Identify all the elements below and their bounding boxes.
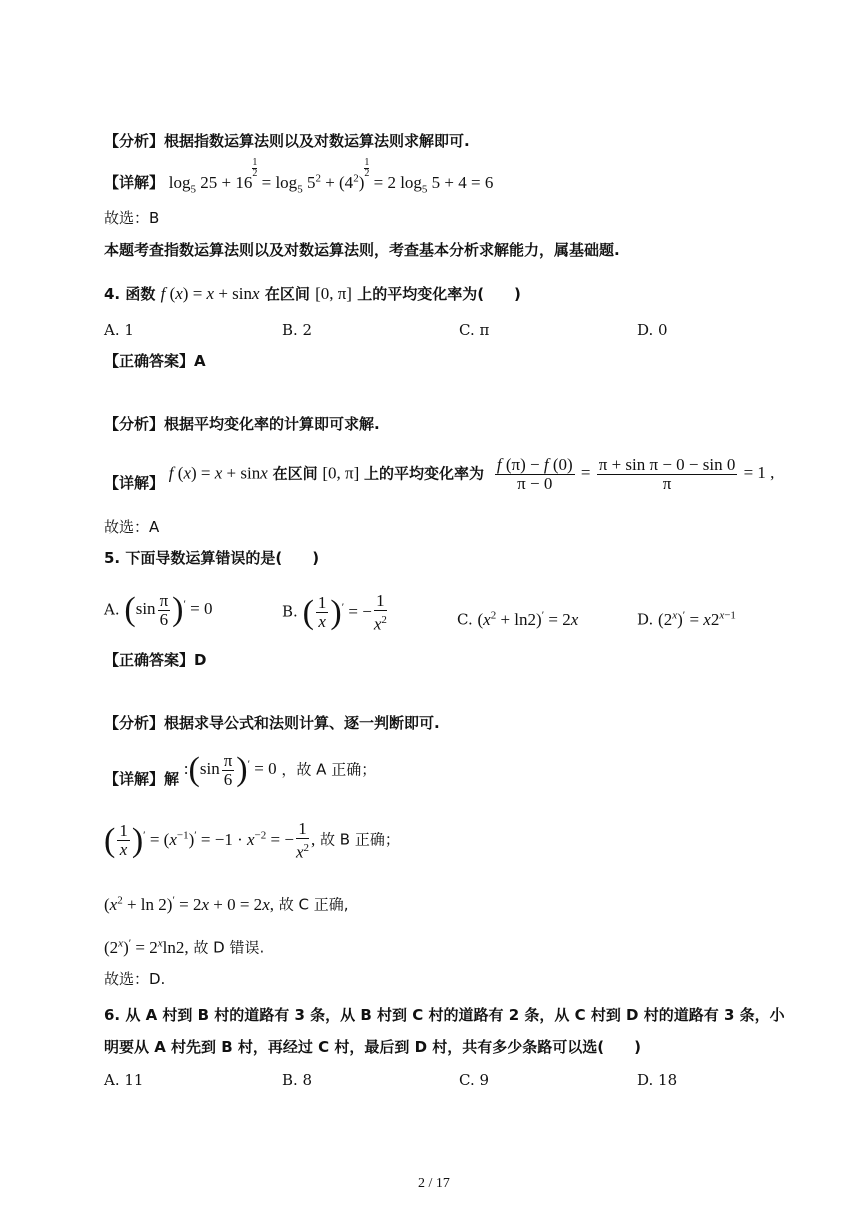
q5-option-d: [637, 605, 736, 630]
q5-detail-b-tail: 故 B 正确；: [320, 830, 400, 849]
q6-option-a: A. 11: [104, 1071, 144, 1089]
q4-function: f (x) = x + sinx: [160, 284, 260, 303]
q5-option-d-formula: $(2^x)' = x2^{x-1}$: [658, 609, 736, 629]
q4-detail-interval: [0, π]: [322, 463, 360, 483]
q4-answer: 故选：A: [104, 518, 160, 536]
q4-option-c: C. π: [459, 321, 490, 339]
q4-detail-label: 【详解】: [104, 474, 165, 492]
q5-option-d-label: D.: [637, 610, 654, 629]
q5-option-c: [457, 605, 578, 630]
q3-answer: 故选：B: [104, 209, 160, 227]
q5-detail-d-tail: 故 D 错误.: [193, 938, 265, 957]
q5-option-a-formula: (sin $\frac{\pi}{6}$ )′ = 0: [124, 591, 213, 629]
q6-stem-line1: 6. 从 A 村到 B 村的道路有 3 条，从 B 村到 C 村的道路有 2 条，从 C 村到 D 村的道路有 3 条，小: [104, 1006, 785, 1024]
q5-detail-a-tail: ，故 A 正确；: [281, 760, 377, 779]
q5-correct-answer: 【正确答案】D: [104, 651, 207, 669]
q4-option-d: D. 0: [637, 321, 668, 339]
q6-option-c: C. 9: [459, 1071, 490, 1089]
q5-stem: 5. 下面导数运算错误的是( ): [104, 549, 320, 567]
q4-detail-suffix: 上的平均变化率为: [364, 464, 485, 483]
q4-detail-formula: $\frac{f (\pi) - f (0)}{\pi - 0}$ = $\frac{\text{π + sin π − 0 − sin 0}}{\pi}$ = 1 ,: [496, 455, 775, 493]
q5-detail-d-formula: $(2^x)' = 2^x\ln 2$,: [104, 937, 189, 957]
q4-detail-function: f (x) = x + sinx: [168, 463, 268, 483]
page-number: 2 / 17: [418, 1176, 450, 1191]
q5-detail-a-formula: :(sin $\frac{\pi}{6}$ )′ = 0: [183, 751, 277, 789]
q3-detail-line: [104, 157, 494, 199]
q5-analysis: 【分析】根据求导公式和法则计算、逐一判断即可.: [104, 714, 440, 732]
q3-comment: 本题考查指数运算法则以及对数运算法则，考查基本分析求解能力，属基础题.: [104, 241, 620, 259]
q3-detail-formula: $\log_5 25 + 16$ 1 $2 = \log_5 5^2 + (4^2)$ 1 2 = 2 $\log_5 5 + 4 = 6$: [168, 157, 494, 196]
q5-answer: 故选：D.: [104, 970, 166, 988]
q3-detail-label: 【详解】: [104, 173, 165, 192]
q5-option-b-label: B.: [282, 602, 298, 621]
q6-option-b: B. 8: [282, 1071, 313, 1089]
q5-detail-c-tail: 故 C 正确,: [278, 895, 349, 914]
q6-option-d: D. 18: [637, 1071, 678, 1089]
q5-option-c-formula: $(x^2 + \ln 2)' = 2x$: [477, 609, 579, 629]
q5-option-c-label: C.: [457, 610, 473, 629]
q4-analysis: 【分析】根据平均变化率的计算即可求解.: [104, 415, 380, 433]
q5-option-a: [104, 592, 212, 629]
q5-detail-a: [104, 752, 376, 789]
q5-detail-c: [104, 890, 349, 915]
q5-detail-b-formula: ( $\frac{1}{x}$ )$' = (x^{-1})' = -1 \cdot x^{-2}$ = − $\frac{1}{x^2}$ ,: [104, 819, 316, 862]
q4-stem: [104, 284, 521, 304]
q4-option-a: A. 1: [104, 321, 134, 339]
q5-detail-b: [104, 820, 400, 862]
q4-stem-mid: 在区间: [264, 285, 310, 303]
q5-option-b-formula: ( $\frac{1}{x}$ )′ = − $\frac{1}{x^2}$: [302, 591, 387, 634]
q4-stem-suffix: 上的平均变化率为( ): [357, 285, 521, 303]
q5-option-b: [282, 592, 389, 634]
q5-detail-d: [104, 933, 264, 958]
q3-analysis: 【分析】根据指数运算法则以及对数运算法则求解即可.: [104, 132, 470, 150]
q4-correct-answer: 【正确答案】A: [104, 352, 206, 370]
q4-detail-mid: 在区间: [272, 464, 318, 483]
q5-detail-label: 【详解】解: [104, 770, 180, 788]
q4-option-b: B. 2: [282, 321, 313, 339]
q6-stem-line2: 明要从 A 村先到 B 村，再经过 C 村，最后到 D 村，共有多少条路可以选( ): [104, 1038, 641, 1056]
q4-stem-prefix: 4. 函数: [104, 285, 156, 303]
q4-detail-line: [104, 456, 774, 504]
q5-option-a-label: A.: [104, 600, 120, 619]
q4-interval: [0, π]: [315, 284, 352, 303]
q5-detail-c-formula: $(x^2 + \ln 2)' = 2x + 0 = 2x$,: [104, 894, 274, 914]
